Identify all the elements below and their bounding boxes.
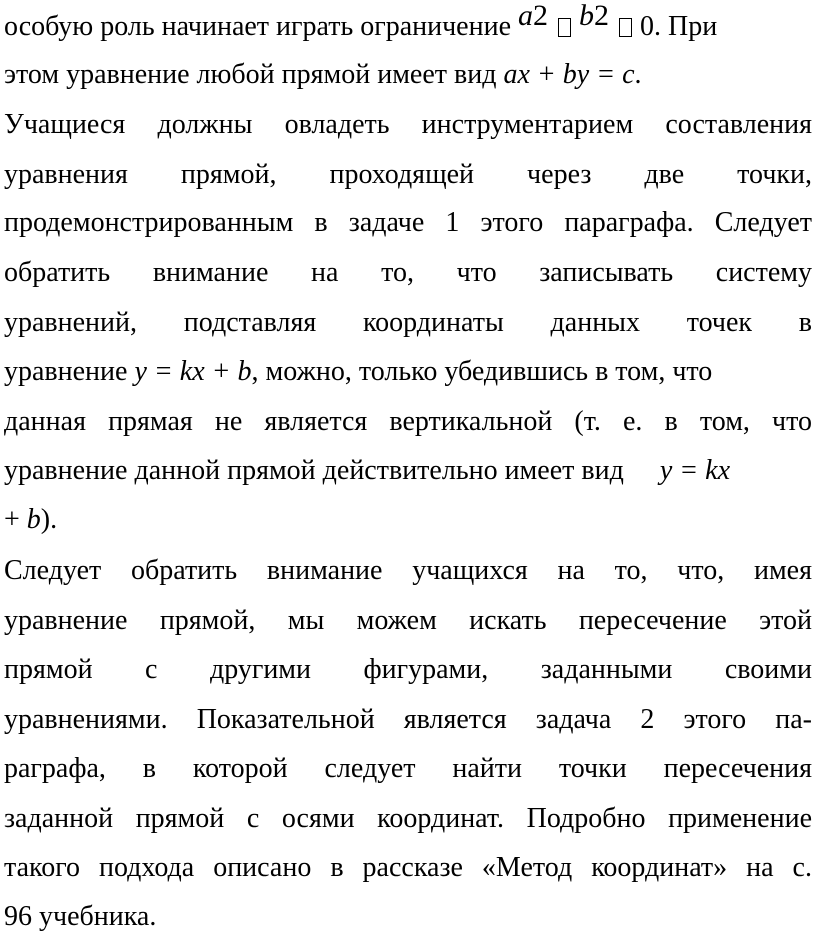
text-line-16: раграфа, в которой следует найти точки пересечения [4,753,812,784]
text-line-2: этом уравнение любой прямой имеет вид ax + by = c. [4,59,642,90]
equation-slope-line: y = kx + b [134,356,252,387]
text-line-7: уравнений, подставляя координаты данных точек в [4,307,812,338]
text-line-8: уравнение y = kx + b, можно, только убедившись в том, что [4,356,713,387]
text-line-1: особую роль начинает играть ограничение a2 b2 0. При [4,0,718,42]
text-line-12: Следует обратить внимание учащихся на то, что, имея [4,555,812,586]
exponent-a: 2 [533,0,548,32]
missing-glyph-box [558,18,571,37]
exponent-b: 2 [594,0,609,32]
text-line-17: заданной прямой с осями координат. Подробно применение [4,803,812,834]
text-line-11: + b). [4,504,58,535]
equation-general-line: ax + by = c [503,59,635,90]
text-line-6: обратить внимание на то, что записывать систему [4,257,812,288]
text-line-18: такого подхода описано в рассказе «Метод координат» на с. [4,852,812,883]
variable-b: b [579,0,594,32]
text-line-9: данная прямая не является вертикальной (т. е. в том, что [4,406,812,437]
text-line-19: 96 учебника. [4,901,157,932]
text-line-14: прямой с другими фигурами, заданными своими [4,654,812,685]
text-line-15: уравнениями. Показательной является задача 2 этого па- [4,704,812,735]
equation-slope-line: y = kx [659,455,731,486]
text-line-13: уравнение прямой, мы можем искать пересечение этой [4,605,812,636]
text-line-3: Учащиеся должны овладеть инструментарием составления [4,109,812,140]
text-line-5: продемонстрированным в задаче 1 этого параграфа. Следует [4,207,812,238]
text-line-4: уравнения прямой, проходящей через две точки, [4,159,812,190]
text-line-10: уравнение данной прямой действительно имеет вид y = kx [4,455,731,486]
missing-glyph-box [619,18,632,37]
variable-a: a [518,0,533,32]
